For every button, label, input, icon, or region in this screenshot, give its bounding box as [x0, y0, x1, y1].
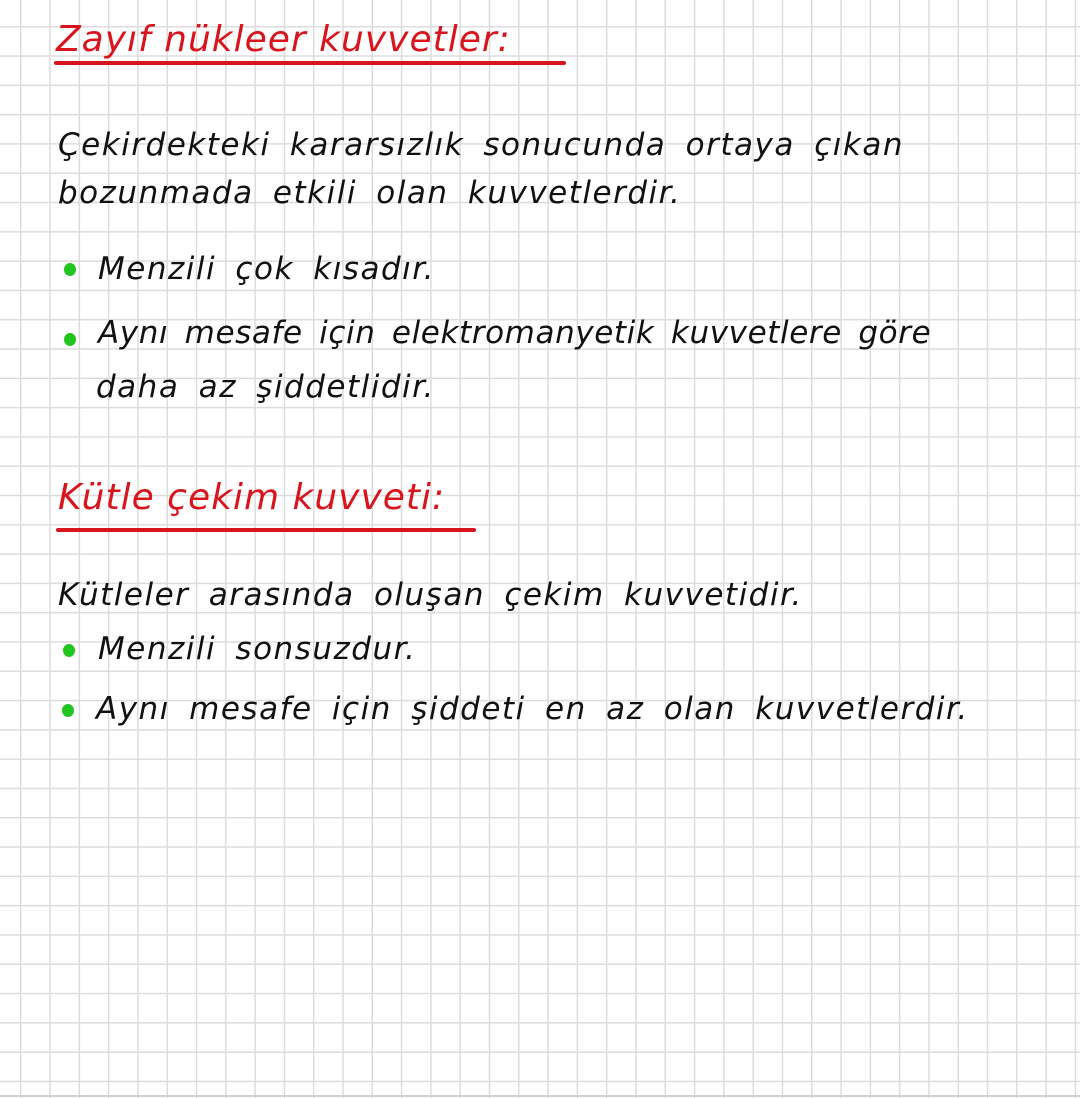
heading-underline	[56, 528, 476, 532]
bullet-text: Aynı mesafe için elektromanyetik kuvvetlere göre	[98, 315, 932, 351]
section-heading: Zayıf nükleer kuvvetler:	[56, 19, 511, 60]
green-bullet-icon	[64, 333, 76, 346]
green-bullet-icon	[64, 263, 76, 276]
page-bottom-edge	[0, 1095, 1080, 1097]
green-bullet-icon	[63, 644, 75, 657]
bullet-text: Menzili sonsuzdur.	[98, 631, 417, 667]
green-bullet-icon	[62, 704, 74, 717]
description-line: Kütleler arasında oluşan çekim kuvvetidir.	[58, 577, 803, 613]
heading-underline	[54, 61, 566, 65]
bullet-text: Aynı mesafe için şiddeti en az olan kuvvetlerdir.	[96, 691, 969, 727]
section-heading: Kütle çekim kuvveti:	[58, 477, 446, 518]
description-line: bozunmada etkili olan kuvvetlerdir.	[58, 175, 682, 211]
bullet-text-continuation: daha az şiddetlidir.	[96, 369, 435, 405]
description-line: Çekirdekteki kararsızlık sonucunda ortaya çıkan	[58, 127, 904, 163]
bullet-text: Menzili çok kısadır.	[98, 251, 436, 287]
